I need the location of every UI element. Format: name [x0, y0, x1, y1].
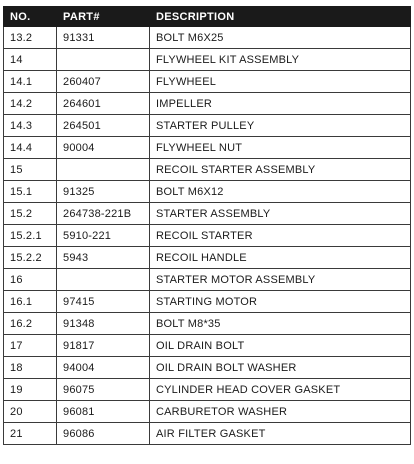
- cell-no: 14: [4, 49, 57, 71]
- cell-part-number: 91817: [57, 335, 150, 357]
- table-row: [4, 225, 411, 247]
- cell-part-number: 260407: [57, 71, 150, 93]
- cell-description: FLYWHEEL NUT: [150, 137, 411, 159]
- cell-description: RECOIL STARTER: [150, 225, 411, 247]
- cell-description: OIL DRAIN BOLT: [150, 335, 411, 357]
- parts-table-body: [4, 27, 411, 445]
- table-row: [4, 181, 411, 203]
- header-row: [4, 7, 411, 27]
- cell-part-number: 94004: [57, 357, 150, 379]
- cell-description: RECOIL STARTER ASSEMBLY: [150, 159, 411, 181]
- cell-no: 19: [4, 379, 57, 401]
- cell-part-number: 90004: [57, 137, 150, 159]
- cell-description: RECOIL HANDLE: [150, 247, 411, 269]
- table-row: [4, 159, 411, 181]
- cell-no: 15.1: [4, 181, 57, 203]
- table-row: [4, 335, 411, 357]
- table-row: [4, 247, 411, 269]
- cell-no: 16: [4, 269, 57, 291]
- cell-no: 15.2.1: [4, 225, 57, 247]
- table-row: [4, 115, 411, 137]
- cell-part-number: 91331: [57, 27, 150, 49]
- cell-description: STARTER PULLEY: [150, 115, 411, 137]
- cell-description: OIL DRAIN BOLT WASHER: [150, 357, 411, 379]
- cell-no: 17: [4, 335, 57, 357]
- cell-description: STARTING MOTOR: [150, 291, 411, 313]
- table-row: [4, 203, 411, 225]
- cell-no: 21: [4, 423, 57, 445]
- cell-no: 18: [4, 357, 57, 379]
- cell-part-number: 91325: [57, 181, 150, 203]
- table-row: [4, 71, 411, 93]
- cell-no: 16.2: [4, 313, 57, 335]
- cell-description: BOLT M6X25: [150, 27, 411, 49]
- cell-no: 14.4: [4, 137, 57, 159]
- cell-part-number: 5910-221: [57, 225, 150, 247]
- cell-description: IMPELLER: [150, 93, 411, 115]
- cell-part-number: 96081: [57, 401, 150, 423]
- cell-no: 15.2: [4, 203, 57, 225]
- table-row: [4, 27, 411, 49]
- cell-no: 13.2: [4, 27, 57, 49]
- cell-no: 15.2.2: [4, 247, 57, 269]
- cell-description: CYLINDER HEAD COVER GASKET: [150, 379, 411, 401]
- table-row: [4, 269, 411, 291]
- table-row: [4, 379, 411, 401]
- cell-description: STARTER MOTOR ASSEMBLY: [150, 269, 411, 291]
- cell-part-number: 97415: [57, 291, 150, 313]
- header-description: DESCRIPTION: [150, 7, 411, 27]
- parts-table: [3, 6, 411, 445]
- cell-description: BOLT M6X12: [150, 181, 411, 203]
- cell-no: 14.1: [4, 71, 57, 93]
- cell-part-number: 264738-221B: [57, 203, 150, 225]
- cell-part-number: 96075: [57, 379, 150, 401]
- table-row: [4, 49, 411, 71]
- cell-no: 16.1: [4, 291, 57, 313]
- cell-description: STARTER ASSEMBLY: [150, 203, 411, 225]
- cell-part-number: [57, 159, 150, 181]
- table-row: [4, 93, 411, 115]
- cell-description: BOLT M8*35: [150, 313, 411, 335]
- table-row: [4, 291, 411, 313]
- cell-part-number: 91348: [57, 313, 150, 335]
- cell-description: CARBURETOR WASHER: [150, 401, 411, 423]
- header-part: PART#: [57, 7, 150, 27]
- table-row: [4, 313, 411, 335]
- cell-part-number: 5943: [57, 247, 150, 269]
- cell-no: 20: [4, 401, 57, 423]
- header-no: NO.: [4, 7, 57, 27]
- cell-description: FLYWHEEL: [150, 71, 411, 93]
- table-row: [4, 357, 411, 379]
- cell-part-number: [57, 49, 150, 71]
- cell-part-number: [57, 269, 150, 291]
- table-row: [4, 401, 411, 423]
- cell-no: 14.3: [4, 115, 57, 137]
- table-row: [4, 423, 411, 445]
- cell-part-number: 264601: [57, 93, 150, 115]
- cell-no: 15: [4, 159, 57, 181]
- cell-description: AIR FILTER GASKET: [150, 423, 411, 445]
- cell-part-number: 264501: [57, 115, 150, 137]
- cell-part-number: 96086: [57, 423, 150, 445]
- cell-no: 14.2: [4, 93, 57, 115]
- cell-description: FLYWHEEL KIT ASSEMBLY: [150, 49, 411, 71]
- table-row: [4, 137, 411, 159]
